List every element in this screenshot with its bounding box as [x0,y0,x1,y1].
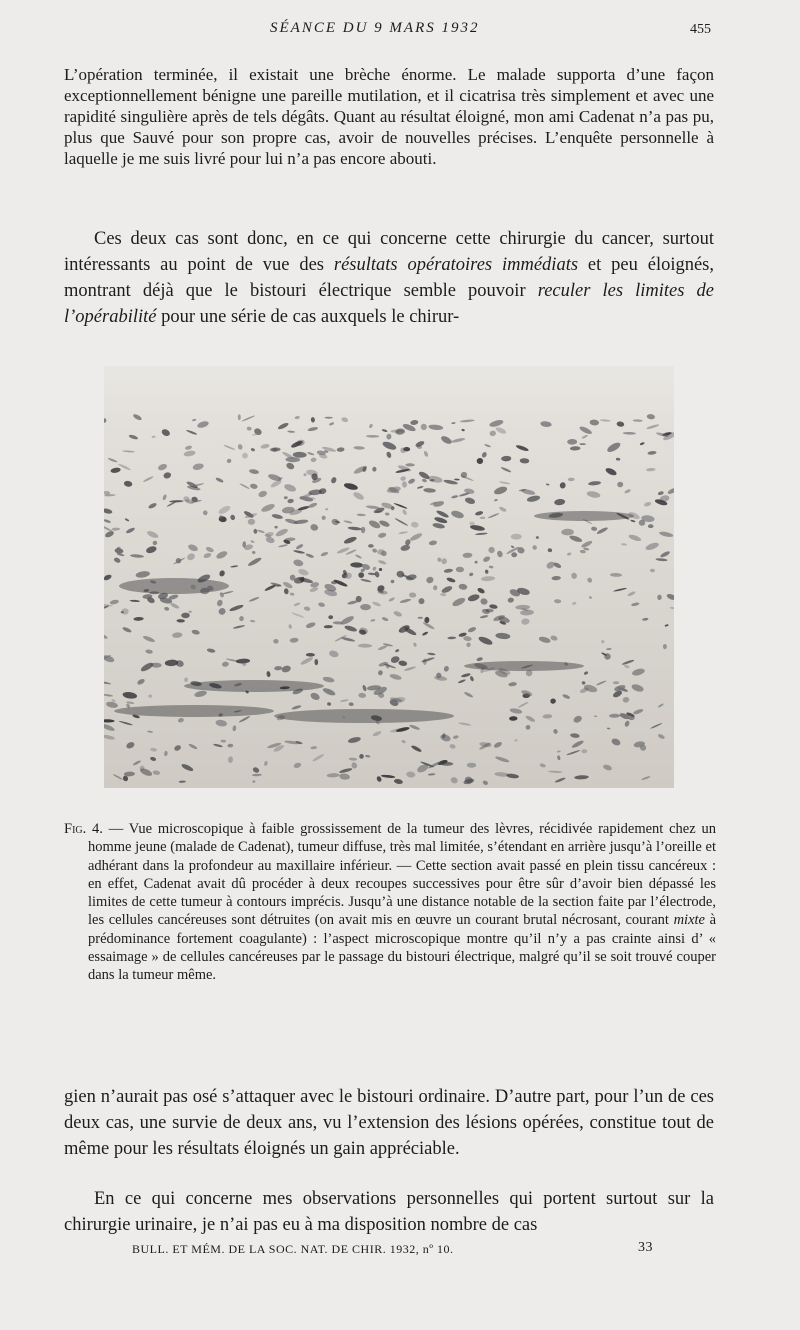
figure-caption-italic: mixte [673,912,705,929]
figure-label: Fig. 4. [64,821,103,837]
figure-caption-text-b: à prédominance fortement coagulante) : l’aspect microscopique montre qu’il n’y a pas crainte ainsi d’ « essaimage » de cellules cancéreuses par le passage du bistouri électrique, malgré qu’il se soit trouvé couper dans la tumeur même. [88,912,717,984]
paragraph-two-cases-text-c: pour une série de cas auxquels le chirur- [156,307,460,327]
paragraph-operation-result: L’opération terminée, il existait une brèche énorme. Le malade supporta d’une façon exceptionnellement bénigne une pareille mutilation, et il cicatrisa très simplement et avec une rapidité singulière après de tels dégâts. Quant au résultat éloigné, mon ami Cadenat n’a pas pu, plus que Sauvé pour son propre cas, avoir de nouvelles précises. L’enquête personnelle à laquelle je me suis livré pour lui n’a pas encore abouti. [64,65,714,168]
journal-citation: BULL. ET MÉM. DE LA SOC. NAT. DE CHIR. 1932, nº 10. [132,1242,454,1256]
paragraph-two-cases-italic-b: reculer les limites de l’opérabilité [64,281,714,327]
microscopic-photograph-image [104,366,674,788]
page-number: 455 [690,22,711,37]
page-footer [0,1240,800,1260]
signature-number: 33 [638,1240,653,1255]
paragraph-two-cases-italic-a: résultats opératoires immédiats [333,255,579,275]
running-header [0,18,800,46]
paragraph-two-cases-text-a: Ces deux cas sont donc, en ce qui concerne cette chirurgie du cancer, surtout intéressants au point de vue des [64,229,714,275]
microscopic-photograph [104,366,674,788]
paragraph-personal-observations: En ce qui concerne mes observations personnelles qui portent surtout sur la chirurgie urinaire, je n’ai pas eu à ma disposition nombre de cas [64,1189,714,1235]
figure-caption [64,820,716,985]
paragraph-survival: gien n’aurait pas osé s’attaquer avec le bistouri ordinaire. D’autre part, pour l’un de ces deux cas, une survie de deux ans, vu l’extension des lésions opérées, constitue tout de même pour les résultats éloignés un gain appréciable. [64,1087,714,1159]
paragraph-two-cases-text-b: et peu éloignés, montrant déjà que le bistouri électrique semble pouvoir [64,255,715,301]
running-title: SÉANCE DU 9 MARS 1932 [270,20,480,36]
paragraph-two-cases [64,226,714,330]
figure-caption-text-a: — Vue microscopique à faible grossissement de la tumeur des lèvres, récidivée rapidement chez un homme jeune (malade de Cadenat), tumeur diffuse, très mal limitée, s’étendant en arrière jusqu’à l’oreille et adhérant dans la profondeur au maxillaire inférieur. — Cette section avait passé en plein tissu cancéreux : en effet, Cadenat avait dû procéder à deux recoupes successives pour être sûr d’avoir bien dépassé les limites de cette tumeur à contours imprécis. Jusqu’à une distance notable de la section faite par l’électrode, les cellules cancéreuses sont détruites (on avait mis en œuvre un courant brutal nécrosant, courant [88,821,716,929]
